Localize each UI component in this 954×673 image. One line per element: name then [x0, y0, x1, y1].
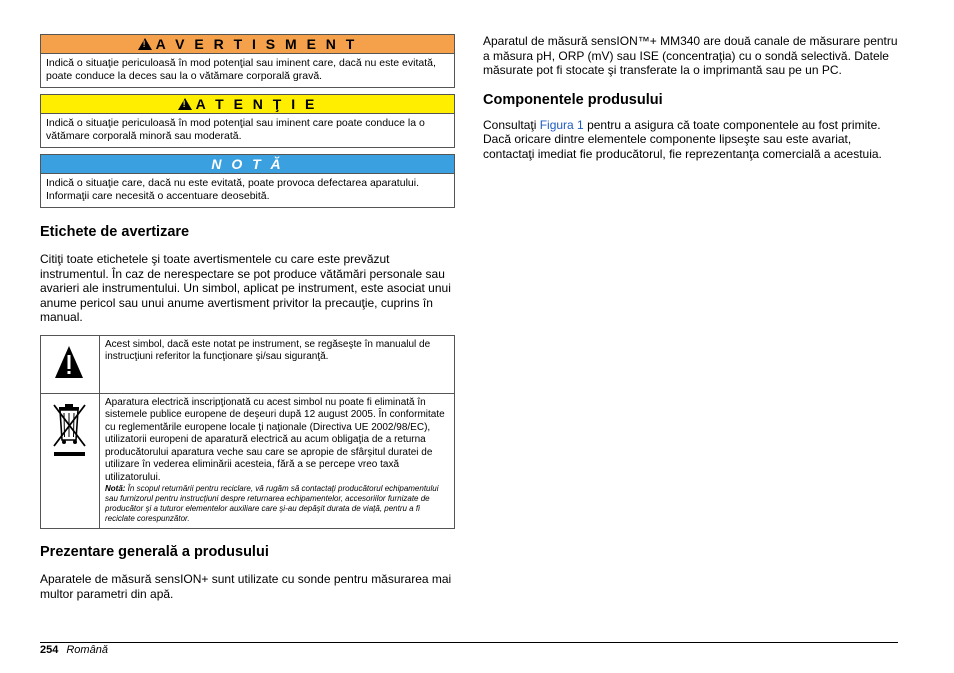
labels-heading: Etichete de avertizare: [40, 224, 190, 240]
left-column: [40, 34, 455, 601]
right-column: [483, 34, 898, 161]
warning-symbol-description: Acest simbol, dacă este notat pe instrument, se regăseşte în manualul de instrucţiuni referitor la funcţionare şi/sau siguranţă.: [100, 335, 455, 393]
warning-title: A V E R T I S M E N T: [155, 36, 358, 52]
components-text: [483, 118, 898, 162]
meter-intro-text: Aparatul de măsură sensION™+ MM340 are două canale de măsurare pentru a măsura pH, ORP (mV) sau ISE (concentraţia) cu o sondă selectivă. Datele măsurate pot fi stocate şi transferate la o imprimantă sau pe un PC.: [483, 34, 898, 77]
caution-header: [41, 95, 454, 114]
warning-text: Indică o situaţie periculoasă în mod potenţial sau iminent care, dacă nu este evitată, poate conduce la deces sau la o vătămare corporală gravă.: [46, 57, 436, 82]
bin-symbol-text: Aparatura electrică inscripţionată cu acest simbol nu poate fi eliminată în sistemele publice europene de deşeuri după 12 august 2005. În conformitate cu reglementările europene locale ţi naţionale (Directiva UE 2002/98/EC), utilizatorii europeni de aparatură electrică au acum obligaţia de a returna producătorului aparatura veche sau care se apropie de sfârşitul duratei de utilizare în vederea eliminării acesteia, fără a se percepe vreo taxă utilizatorului.: [105, 396, 445, 483]
caution-text: Indică o situaţie periculoasă în mod potenţial sau iminent care poate conduce la o vătămare corporală minoră sau moderată.: [46, 117, 425, 142]
notice-text: Indică o situaţie care, dacă nu este evitată, poate provoca defectarea aparatului. Informaţii care necesită o accentuare deosebită.: [46, 177, 419, 202]
labels-intro-text: Citiţi toate etichetele şi toate avertismentele cu care este prevăzut instrumentul. În caz de nerespectare se pot produce vătămări personale sau avarieri ale instrumentului. Un simbol, aplicat pe instrument, este asociat unui anume pericol sau unui anume avertisment privitor la precauţie, cuprins în manual.: [40, 252, 451, 324]
notice-title: N O T Ă: [211, 156, 284, 172]
components-text-pre: Consultaţi: [483, 117, 540, 132]
overview-text: Aparatele de măsură sensION+ sunt utilizate cu sonde pentru măsurarea mai multor parametri din apă.: [40, 572, 452, 601]
table-row: [41, 335, 455, 393]
warning-triangle-icon: [42, 337, 98, 387]
table-row: [41, 393, 455, 529]
crossed-bin-icon: [42, 395, 98, 465]
footer-language: Română: [66, 644, 108, 656]
note-label: Notă:: [105, 484, 126, 493]
notice-box: [40, 154, 455, 208]
caution-title: A T E N Ţ I E: [195, 96, 318, 112]
note-text: În scopul returnării pentru reciclare, vă rugăm să contactaţi producătorul echipamentului sau furnizorul pentru instrucţiuni despre returnarea echipamentelor, accesoriilor furnizate de producător şi a tuturor elementelor auxiliare care şi-au depăşit durata de viaţă, pentru a fi reciclate corespunzător.: [105, 484, 439, 523]
footer-divider: [40, 642, 898, 643]
components-text-post: pentru a asigura că toate componentele au fost primite. Dacă oricare dintre elementele componente lipseşte sau este avariat, contactaţi imediat fie producătorul, fie reprezentanţa comercială a acestuia.: [483, 117, 882, 161]
components-heading: Componentele produsului: [483, 91, 663, 108]
notice-header: [41, 155, 454, 174]
overview-heading: Prezentare generală a produsului: [40, 544, 269, 560]
caution-triangle-icon: [178, 98, 192, 110]
warning-triangle-icon: [138, 38, 152, 50]
caution-box: [40, 94, 455, 148]
figure-1-link[interactable]: Figura 1: [539, 117, 584, 132]
recycling-note: [105, 484, 449, 524]
bin-symbol-description: [100, 393, 455, 529]
labels-table: [40, 335, 455, 530]
warning-symbol-cell: [41, 335, 100, 393]
page-number: 254: [40, 644, 59, 656]
bin-symbol-cell: [41, 393, 100, 529]
page-footer: [40, 644, 108, 656]
warning-box: [40, 34, 455, 88]
warning-header: [41, 35, 454, 54]
